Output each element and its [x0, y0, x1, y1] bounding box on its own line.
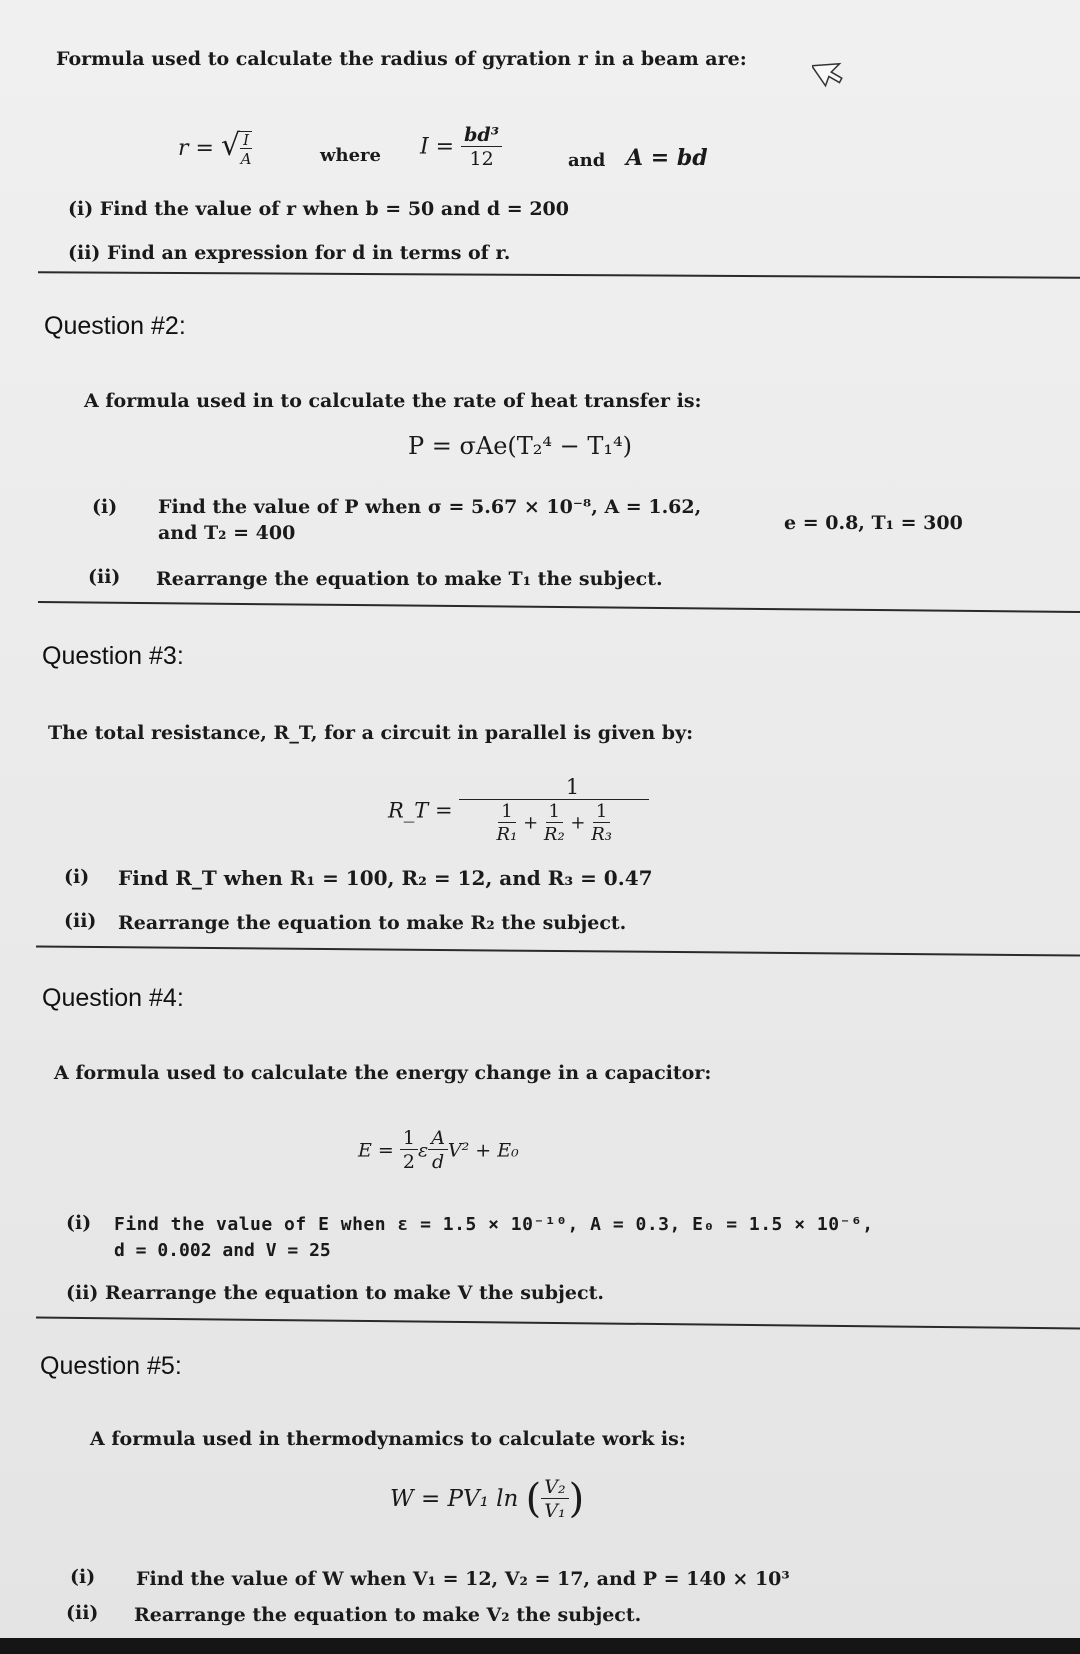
q1-I-fraction — [461, 125, 502, 170]
q4-f2-den: d — [431, 1150, 445, 1173]
q3-item-1-text: Find R_T when R₁ = 100, R₂ = 12, and R₃ = 0.47 — [118, 866, 653, 890]
q3-den1-den: R₁ — [496, 823, 518, 845]
q4-item-1-line2: d = 0.002 and V = 25 — [114, 1240, 331, 1261]
q3-den — [497, 800, 612, 845]
q1-item-2: (ii) Find an expression for d in terms of r. — [68, 242, 511, 264]
q1-intro-text: Formula used to calculate the radius of gyration r in a beam are: — [56, 48, 747, 70]
q5-item-1-text: Find the value of W when V₁ = 12, V₂ = 17, and P = 140 × 10³ — [136, 1568, 790, 1590]
q2-title: Question #2: — [44, 312, 186, 340]
q3-den3-den: R₃ — [591, 823, 613, 845]
divider-4 — [36, 1317, 1080, 1330]
q4-f2-num: A — [428, 1128, 448, 1150]
q1-r-fraction — [240, 131, 252, 168]
q1-formula-I — [420, 125, 502, 170]
q5-lhs: W = PV₁ ln — [390, 1486, 519, 1512]
q4-title: Question #4: — [42, 984, 184, 1012]
q1-I-lhs: I = — [420, 134, 455, 160]
q3-den-frac-3 — [591, 802, 612, 845]
q3-den-frac-1 — [497, 802, 518, 845]
q3-den-frac-2 — [544, 802, 565, 845]
q4-frac-half — [400, 1128, 418, 1173]
q3-num: 1 — [459, 776, 649, 800]
q1-r-lhs: r = — [178, 136, 214, 161]
q1-r-num: I — [240, 132, 252, 150]
q2-item-1-text: Find the value of P when σ = 5.67 × 10⁻⁸, A = 1.62, — [158, 496, 702, 518]
q3-den1-num: 1 — [498, 802, 515, 823]
q4-eps: ε — [417, 1139, 429, 1162]
screen-bottom-edge — [0, 1638, 1080, 1654]
q4-lhs: E = — [358, 1139, 394, 1162]
q5-item-2-label: (ii) — [66, 1602, 99, 1624]
q5-formula — [390, 1476, 584, 1522]
q5-fraction — [541, 1477, 568, 1522]
q2-item-2-text: Rearrange the equation to make T₁ the subject. — [156, 568, 663, 590]
q1-where: where — [320, 145, 381, 166]
q5-intro-text: A formula used in thermodynamics to calculate work is: — [90, 1428, 686, 1450]
q2-formula: P = σAe(T₂⁴ − T₁⁴) — [408, 432, 633, 460]
divider-2 — [38, 601, 1080, 613]
q3-lhs: R_T = — [388, 798, 453, 823]
mouse-cursor-icon — [812, 55, 846, 89]
q2-item-1-tail: e = 0.8, T₁ = 300 — [784, 512, 963, 534]
q2-intro-text: A formula used in to calculate the rate of heat transfer is: — [84, 390, 702, 412]
q1-I-num: bd³ — [461, 125, 502, 147]
q1-I-den: 12 — [469, 147, 494, 170]
q3-plus-1: + — [523, 812, 539, 834]
q1-formula-r — [178, 128, 252, 168]
divider-3 — [36, 945, 1080, 956]
q4-intro-text: A formula used to calculate the energy change in a capacitor: — [54, 1062, 712, 1084]
q3-title: Question #3: — [42, 642, 184, 670]
q3-item-2-text: Rearrange the equation to make R₂ the subject. — [118, 912, 627, 934]
q4-frac-ad — [428, 1128, 448, 1173]
q4-tail: V² + E₀ — [447, 1139, 519, 1162]
q1-item-1: (i) Find the value of r when b = 50 and d = 200 — [68, 198, 569, 220]
q4-item-2-text: (ii) Rearrange the equation to make V the subject. — [66, 1282, 604, 1304]
q5-f-den: V₁ — [544, 1499, 566, 1522]
q5-title: Question #5: — [40, 1352, 182, 1380]
q3-den2-den: R₂ — [543, 823, 565, 845]
q5-item-1-label: (i) — [70, 1566, 96, 1588]
q3-item-2-label: (ii) — [64, 910, 97, 932]
q1-A-formula: A = bd — [626, 145, 708, 171]
q4-item-1-text: Find the value of E when ε = 1.5 × 10⁻¹⁰, A = 0.3, E₀ = 1.5 × 10⁻⁶, — [114, 1214, 874, 1235]
sqrt-icon: √ — [220, 128, 241, 163]
right-paren-icon: ) — [568, 1476, 585, 1522]
q4-item-1-label: (i) — [66, 1212, 92, 1234]
q5-item-2-text: Rearrange the equation to make V₂ the subject. — [134, 1604, 642, 1626]
q3-intro-text: The total resistance, R_T, for a circuit in parallel is given by: — [48, 722, 694, 744]
q1-and: and — [568, 150, 606, 171]
q2-item-2-label: (ii) — [88, 566, 121, 588]
q5-f-num: V₂ — [541, 1477, 568, 1499]
divider-1 — [38, 271, 1080, 278]
q3-den3-num: 1 — [593, 802, 610, 823]
q3-plus-2: + — [570, 812, 586, 834]
q2-item-1-label: (i) — [92, 496, 118, 518]
q4-f1-num: 1 — [400, 1128, 418, 1150]
q1-r-den: A — [240, 150, 252, 168]
q3-item-1-label: (i) — [64, 866, 90, 888]
q4-formula — [358, 1128, 519, 1173]
q3-den2-num: 1 — [546, 802, 563, 823]
q3-formula — [388, 776, 649, 845]
q4-f1-den: 2 — [402, 1150, 415, 1173]
q3-fraction — [459, 776, 649, 845]
left-paren-icon: ( — [525, 1476, 542, 1522]
q2-item-1-line2: and T₂ = 400 — [158, 522, 296, 544]
